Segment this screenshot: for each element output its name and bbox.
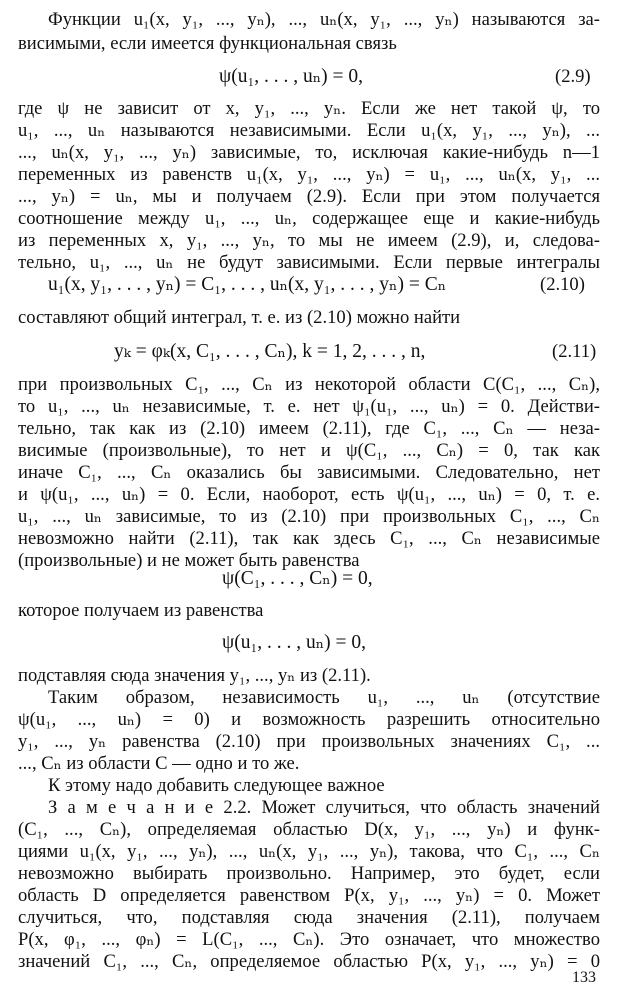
text-line-7: ..., yₙ) = uₙ, мы и получаем (2.9). Если при этом получается	[18, 186, 600, 207]
text-line-28: З а м е ч а н и е 2.2. Может случиться, что область значений	[48, 797, 600, 818]
text-line-12: при произвольных C₁, ..., Cₙ из некоторой области C(C₁, ..., Cₙ),	[18, 374, 600, 395]
text-line-14: тельно, так как из (2.10) имеем (2.11), где C₁, ..., Cₙ — неза-	[18, 418, 600, 439]
text-line-19: невозможно найти (2.11), так как здесь C₁, ..., Cₙ независимые	[18, 528, 600, 549]
text-line-21: которое получаем из равенства	[18, 600, 264, 621]
text-line-17: и ψ(u₁, ..., uₙ) = 0. Если, наоборот, есть ψ(u₁, ..., uₙ) = 0, т. е.	[18, 484, 600, 505]
equation-2-9: ψ(u₁, . . . , uₙ) = 0,	[219, 66, 364, 87]
text-line-10: тельно, u₁, ..., uₙ не будут зависимыми. Если первые интегралы	[18, 252, 600, 273]
text-line-16: иначе C₁, ..., Cₙ оказались бы зависимыми. Следовательно, нет	[18, 462, 600, 483]
text-line-11: составляют общий интеграл, т. е. из (2.10) можно найти	[18, 307, 461, 328]
text-line-35: значений C₁, ..., Cₙ, определяемое областью P(x, y₁, ..., yₙ) = 0	[18, 951, 600, 972]
equation-2-9-number: (2.9)	[555, 66, 591, 87]
text-line-24: ψ(u₁, ..., uₙ) = 0) и возможность разрешить относительно	[18, 709, 600, 730]
text-line-18: u₁, ..., uₙ зависимые, то из (2.10) при произвольных C₁, ..., Cₙ	[18, 506, 600, 527]
equation-2-10: u₁(x, y₁, . . . , yₙ) = C₁, . . . , uₙ(x, y₁, . . . , yₙ) = Cₙ	[48, 274, 447, 295]
text-line-25: y₁, ..., yₙ равенства (2.10) при произвольных значениях C₁, ...	[18, 731, 600, 752]
text-line-5: ..., uₙ(x, y₁, ..., yₙ) зависимые, то, исключая какие-нибудь n—1	[18, 142, 600, 163]
text-line-32: область D определяется равенством P(x, y₁, ..., yₙ) = 0. Может	[18, 885, 600, 906]
equation-psi-c: ψ(C₁, . . . , Cₙ) = 0,	[222, 568, 373, 589]
text-line-6: переменных из равенств u₁(x, y₁, ..., yₙ) = u₁, ..., uₙ(x, y₁, ...	[18, 164, 600, 185]
equation-2-11-number: (2.11)	[552, 341, 597, 362]
text-line-33: случиться, что, подставляя сюда значения (2.11), получаем	[18, 907, 600, 928]
text-line-1: Функции u₁(x, y₁, ..., yₙ), ..., uₙ(x, y₁, ..., yₙ) называются за-	[48, 9, 600, 30]
text-line-34: P(x, φ₁, ..., φₙ) = L(C₁, ..., Cₙ). Это означает, что множество	[18, 929, 600, 950]
text-line-2: висимыми, если имеется функциональная связь	[18, 33, 397, 54]
page-number: 133	[572, 969, 596, 986]
text-line-9: из переменных x, y₁, ..., yₙ, то мы не имеем (2.9), и, следова-	[18, 230, 600, 251]
equation-2-10-number: (2.10)	[540, 274, 585, 295]
text-line-31: невозможно выбирать произвольно. Например, это будет, если	[18, 863, 600, 884]
text-line-13: то u₁, ..., uₙ независимые, т. е. нет ψ₁(u₁, ..., uₙ) = 0. Действи-	[18, 396, 600, 417]
text-line-23: Таким образом, независимость u₁, ..., uₙ (отсутствие	[48, 687, 600, 708]
text-line-4: u₁, ..., uₙ называются независимыми. Если u₁(x, y₁, ..., yₙ), ...	[18, 120, 600, 141]
text-line-22: подставляя сюда значения y₁, ..., yₙ из (2.11).	[18, 665, 371, 686]
text-line-8: соотношение между u₁, ..., uₙ, содержащее еще и какие-нибудь	[18, 208, 600, 229]
text-line-27: К этому надо добавить следующее важное	[48, 775, 385, 796]
text-line-3: где ψ не зависит от x, y₁, ..., yₙ. Если же нет такой ψ, то	[18, 98, 600, 119]
text-line-30: циями u₁(x, y₁, ..., yₙ), ..., uₙ(x, y₁, ..., yₙ), такова, что C₁, ..., Cₙ	[18, 841, 600, 862]
equation-psi-u: ψ(u₁, . . . , uₙ) = 0,	[222, 632, 367, 653]
text-line-26: ..., Cₙ из области C — одно и то же.	[18, 753, 300, 774]
text-line-20: (произвольные) и не может быть равенства	[18, 550, 360, 571]
text-line-15: висимые (произвольные), то нет и ψ(C₁, ..., Cₙ) = 0, так как	[18, 440, 600, 461]
equation-2-11: yₖ = φₖ(x, C₁, . . . , Cₙ), k = 1, 2, . . . , n,	[114, 341, 426, 362]
text-line-29: (C₁, ..., Cₙ), определяемая областью D(x, y₁, ..., yₙ) и функ-	[18, 819, 600, 840]
